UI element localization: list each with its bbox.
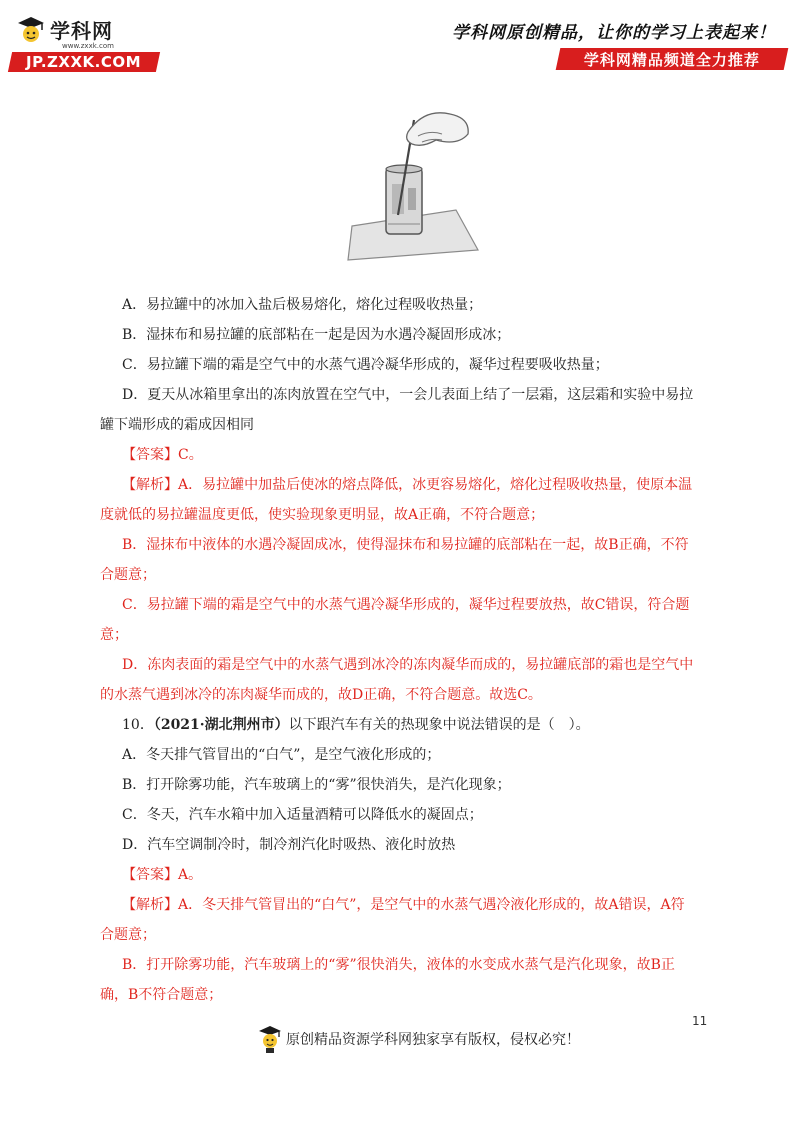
q10-option-d: D．汽车空调制冷时，制冷剂汽化时吸热、液化时放热 [122, 837, 456, 853]
question-content [100, 290, 710, 1010]
logo-subtitle: www.zxxk.com [62, 42, 114, 50]
logo-domain-bar [8, 52, 160, 72]
experiment-figure [338, 100, 480, 274]
channel-banner[interactable] [556, 48, 789, 70]
logo-domain: JP.ZXXK.COM [26, 53, 142, 71]
graduate-mascot-icon [16, 14, 46, 44]
analysis-9-line: 【解析】A．易拉罐中加盐后使冰的熔点降低，冰更容易熔化，熔化过程吸收热量，使原本温 [122, 477, 693, 493]
q10-option-b: B．打开除雾功能，汽车玻璃上的“雾”很快消失，是汽化现象； [122, 777, 511, 793]
option-c: C．易拉罐下端的霜是空气中的水蒸气遇冷凝华形成的，凝华过程要吸收热量； [122, 357, 609, 373]
q10-option-c: C．冬天，汽车水箱中加入适量酒精可以降低水的凝固点； [122, 807, 483, 823]
logo-row [16, 12, 113, 46]
analysis-10-line: B．打开除雾功能，汽车玻璃上的“雾”很快消失，液体的水变成水蒸气是汽化现象，故B正 [122, 957, 675, 973]
analysis-9-line: 度就低的易拉罐温度更低，使实验现象更明显，故A正确，不符合题意； [100, 507, 545, 523]
question-stem: 以下跟汽车有关的热现象中说法错误的是（ ）。 [288, 717, 590, 733]
q10-option-a: A．冬天排气管冒出的“白气”，是空气液化形成的； [122, 747, 441, 763]
question-source: （2021·湖北荆州市） [153, 717, 289, 733]
analysis-9-line: B．湿抹布中液体的水遇冷凝固成冰，使得湿抹布和易拉罐的底部粘在一起，故B正确，不符 [122, 537, 689, 553]
graduate-mascot-icon [258, 1024, 282, 1054]
option-a: A．易拉罐中的冰加入盐后极易熔化，熔化过程吸收热量； [122, 297, 483, 313]
page-footer [0, 1010, 800, 1070]
copyright-line [258, 1024, 580, 1054]
option-b: B．湿抹布和易拉罐的底部粘在一起是因为水遇冷凝固形成冰； [122, 327, 511, 343]
page-number: 11 [692, 1014, 708, 1028]
analysis-9-line: D．冻肉表面的霜是空气中的水蒸气遇到冰冷的冻肉凝华而成的，易拉罐底部的霜也是空气中 [122, 657, 694, 673]
analysis-9-line: C．易拉罐下端的霜是空气中的水蒸气遇冷凝华形成的，凝华过程要放热，故C错误，符合题 [122, 597, 690, 613]
answer-9: 【答案】C。 [122, 447, 203, 463]
analysis-9-line: 的水蒸气遇到冰冷的冻肉凝华而成的，故D正确，不符合题意。故选C。 [100, 687, 542, 703]
header-slogan: 学科网原创精品，让你的学习上表起来！ [452, 23, 776, 43]
analysis-9-line: 意； [100, 627, 128, 643]
question-number: 10． [122, 717, 154, 733]
channel-banner-text: 学科网精品频道全力推荐 [583, 50, 760, 69]
logo-title: 学科网 [50, 18, 113, 43]
copyright-notice: 原创精品资源学科网独家享有版权，侵权必究！ [286, 1032, 580, 1048]
question-10-heading [100, 710, 710, 740]
option-d: D．夏天从冰箱里拿出的冻肉放置在空气中，一会儿表面上结了一层霜，这层霜和实验中易拉 [122, 387, 694, 403]
analysis-10-line: 合题意； [100, 927, 156, 943]
analysis-10-line: 【解析】A．冬天排气管冒出的“白气”，是空气中的水蒸气遇冷液化形成的，故A错误，A符 [122, 897, 685, 913]
page-header [0, 0, 800, 80]
analysis-9-line: 合题意； [100, 567, 156, 583]
answer-10: 【答案】A。 [122, 867, 203, 883]
option-d-continued: 罐下端形成的霜成因相同 [100, 417, 254, 433]
analysis-10-line: 确，B不符合题意； [100, 987, 223, 1003]
site-logo[interactable] [10, 12, 160, 72]
